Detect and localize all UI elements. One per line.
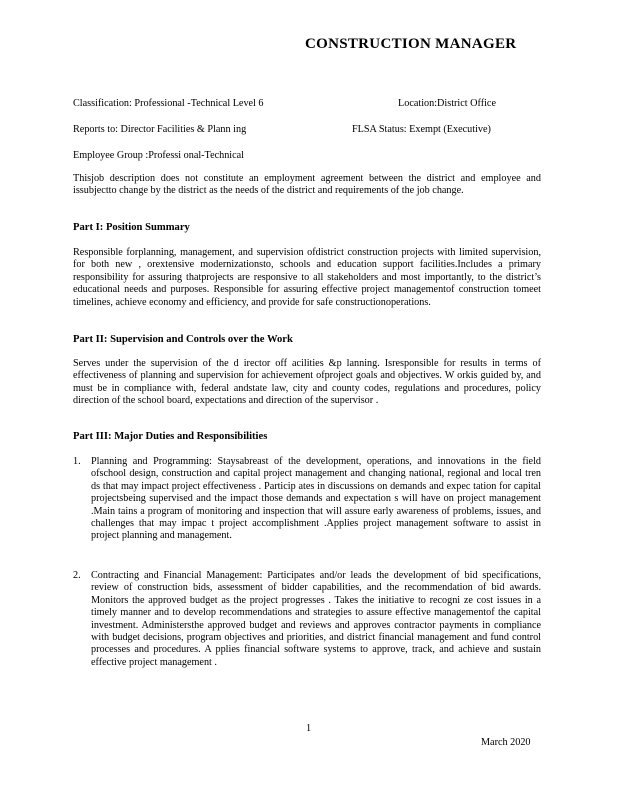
- duty-item-text: Planning and Programming: Staysabreast of the development, operations, and innovations in the field ofschool design, construction and capital project management and changing national, regional and local tren ds that may impact project effectiveness . Particip ates in discussions on demands and expec tation for capital projectsbeing supervised and the impact those demands and expectation s will have on project management .Main tains a program of monitoring and inspection that will assure early awareness of problems, issues, and challenges that may impac t project accomplishment .Applies project management software to assist in project planning and management.: [91, 456, 541, 542]
- flsa-status-line: FLSA Status: Exempt (Executive): [352, 124, 491, 135]
- duty-item-number: 1.: [73, 456, 81, 467]
- reports-to-line: Reports to: Director Facilities & Plann ing: [73, 124, 247, 135]
- location-line: Location:District Office: [398, 98, 496, 109]
- document-title: CONSTRUCTION MANAGER: [305, 36, 517, 52]
- part2-text: Serves under the supervision of the d irector off acilities &p lanning. Isresponsible for results in terms of effectiveness of planning and supervision for achievement ofproject goals and objectives. W orkis guided by, and must be in compliance with, federal andstate law, city and county codes, regulations and procedures, policy direction of the school board, expectations and direction of the supervisor .: [73, 358, 541, 407]
- duty-item-text: Contracting and Financial Management: Participates and/or leads the development of bid specifications, review of construction bids, assessment of bidder capabilities, and the recommendation of bid awards. Monitors the approved budget as the project progresses . Takes the initiative to recogni ze cost issues in a timely manner and to develop recommendations and strategies to assure effective managementof the capital investment. Administersthe approved budget and reviews and approves contractor payments in compliance with budget decisions, program objectives and priorities, and district financial management and fund control processes and procedures. A pplies financial software systems to approve, track, and achieve and sustain effective project management .: [91, 570, 541, 668]
- part3-heading: Part III: Major Duties and Responsibilities: [73, 431, 268, 442]
- footer-date: March 2020: [481, 737, 531, 748]
- part1-heading: Part I: Position Summary: [73, 222, 190, 233]
- duty-item-1: [73, 456, 541, 543]
- duty-item-number: 2.: [73, 570, 81, 581]
- employee-group-line: Employee Group :Professi onal-Technical: [73, 150, 245, 161]
- part1-text: Responsible forplanning, management, and supervision ofdistrict construction projects with limited supervision, for both new , orextensive modernizationsto, schools and education support facilities.Includes a primary responsibility for assuring thatprojects are responsive to all stakeholders and most importantly, to the district’s educational needs and purposes. Responsible for assuring effective project managementof construction tomeet timelines, achieve economy and efficiency, and provide for safe constructionoperations.: [73, 247, 541, 308]
- classification-line: Classification: Professional -Technical Level 6: [73, 98, 264, 109]
- intro-disclaimer: Thisjob description does not constitute an employment agreement between the district and employee and issubjectto change by the district as the needs of the district and requirements of the job change.: [73, 173, 541, 197]
- part2-heading: Part II: Supervision and Controls over the Work: [73, 334, 293, 345]
- duty-item-2: [73, 570, 541, 669]
- page-number: 1: [306, 723, 312, 734]
